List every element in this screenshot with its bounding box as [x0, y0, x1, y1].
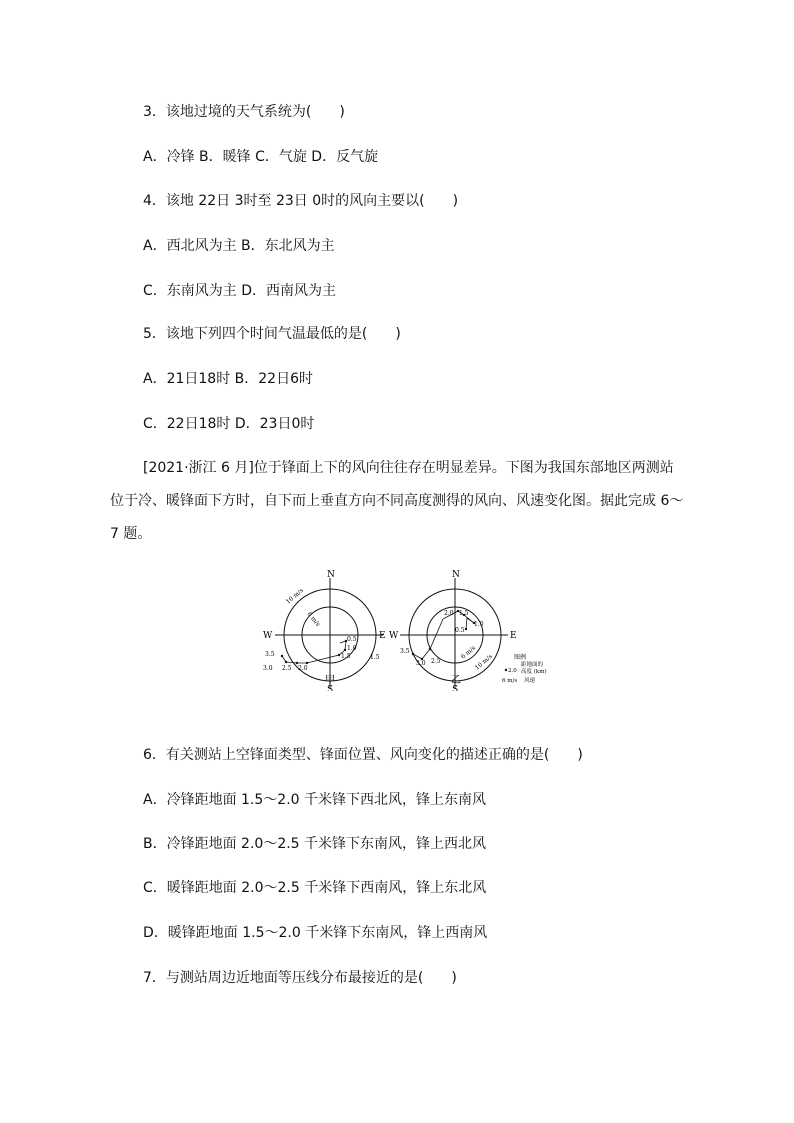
intro-line-2: 位于冷、暖锋面下方时，自下而上垂直方向不同高度测得的风向、风速变化图。据此完成 6～ [110, 493, 684, 509]
jia-h-0.5: 0.5 [347, 636, 357, 643]
legend-dot-label-1: 距地面的 [521, 662, 544, 668]
jia-north-label: N [327, 570, 335, 580]
jia-h-3.5: 3.5 [265, 651, 275, 658]
jia-height-dots [281, 640, 347, 664]
jia-h-3.0: 3.0 [263, 665, 273, 672]
q6-option-c: C．暖锋距地面 2.0～2.5 千米锋下西南风，锋上东北风 [143, 880, 487, 896]
intro-line-3: 7 题。 [110, 526, 152, 542]
jia-ring-outer-label: 10 m/s [284, 587, 305, 606]
wind-profile-figure [255, 566, 555, 695]
legend-title: 图例 [514, 654, 527, 661]
legend-dot-label-2: 高度 (km) [521, 669, 547, 675]
yi-h-1.0: 1.0 [474, 621, 484, 628]
legend-speed-label: 风速 [524, 678, 536, 684]
yi-h-3.5: 3.5 [400, 648, 410, 655]
jia-h-1.0: 1.0 [347, 645, 357, 652]
yi-h-2.5: 2.5 [431, 658, 441, 665]
jia-h-2.0: 2.0 [298, 665, 308, 672]
jia-south-label: S [327, 685, 334, 691]
yi-h-3.0: 3.0 [416, 660, 426, 667]
q3-options: A．冷锋 B．暖锋 C．气旋 D．反气旋 [143, 149, 379, 165]
yi-h-0.5: 0.5 [455, 627, 465, 634]
jia-h-1.5: 1.5 [341, 653, 351, 660]
q6-option-a: A．冷锋距地面 1.5～2.0 千米锋下西北风，锋上东南风 [143, 792, 487, 808]
q6-option-d: D．暖锋距地面 1.5～2.0 千米锋下东南风，锋上西南风 [143, 925, 488, 941]
intro-line-1: [2021·浙江 6 月]位于锋面上下的风向往往存在明显差异。下图为我国东部地区两测站 [143, 460, 674, 476]
legend-dot-value: 2.0 [508, 668, 517, 674]
yi-ring-inner-label: 6 m/s [459, 644, 477, 661]
jia-caption: 甲 [325, 675, 335, 686]
q5-stem: 5．该地下列四个时间气温最低的是( ) [143, 326, 401, 342]
yi-ring-outer-label: 10 m/s [473, 653, 494, 672]
jia-east-label: E [379, 631, 386, 641]
q7-stem: 7．与测站周边近地面等压线分布最接近的是( ) [143, 970, 457, 986]
legend-dot-icon [505, 669, 507, 671]
jia-h-2.5: 2.5 [282, 665, 292, 672]
yi-h-1.5: 1.5 [459, 610, 469, 617]
yi-h-2.0: 2.0 [444, 610, 454, 617]
figure-legend [502, 653, 547, 684]
jia-ring-inner-label: 6 m/s [305, 610, 322, 628]
q6-stem: 6．有关测站上空锋面类型、锋面位置、风向变化的描述正确的是( ) [143, 747, 583, 763]
legend-speed-value: 6 m/s [502, 678, 518, 684]
jia-west-label: W [263, 631, 273, 641]
station-yi-chart [389, 570, 517, 691]
station-jia-chart [263, 570, 386, 691]
q5-options-cd: C．22日18时 D．23日0时 [143, 416, 315, 432]
yi-north-label: N [452, 570, 460, 580]
q5-options-ab: A．21日18时 B．22日6时 [143, 371, 313, 387]
q6-option-b: B．冷锋距地面 2.0～2.5 千米锋下东南风，锋上西北风 [143, 836, 487, 852]
yi-south-label: S [452, 685, 459, 691]
q4-options-cd: C．东南风为主 D．西南风为主 [143, 283, 337, 299]
wind-profile-svg [255, 566, 555, 691]
q4-options-ab: A．西北风为主 B．东北风为主 [143, 238, 335, 254]
jia-outer-label: 1.5 [370, 654, 380, 661]
yi-east-label: E [510, 631, 517, 641]
yi-caption: 乙 [451, 675, 461, 686]
yi-west-label: W [389, 631, 399, 641]
q4-stem: 4．该地 22日 3时至 23日 0时的风向主要以( ) [143, 193, 459, 209]
q3-stem: 3．该地过境的天气系统为( ) [143, 104, 345, 120]
